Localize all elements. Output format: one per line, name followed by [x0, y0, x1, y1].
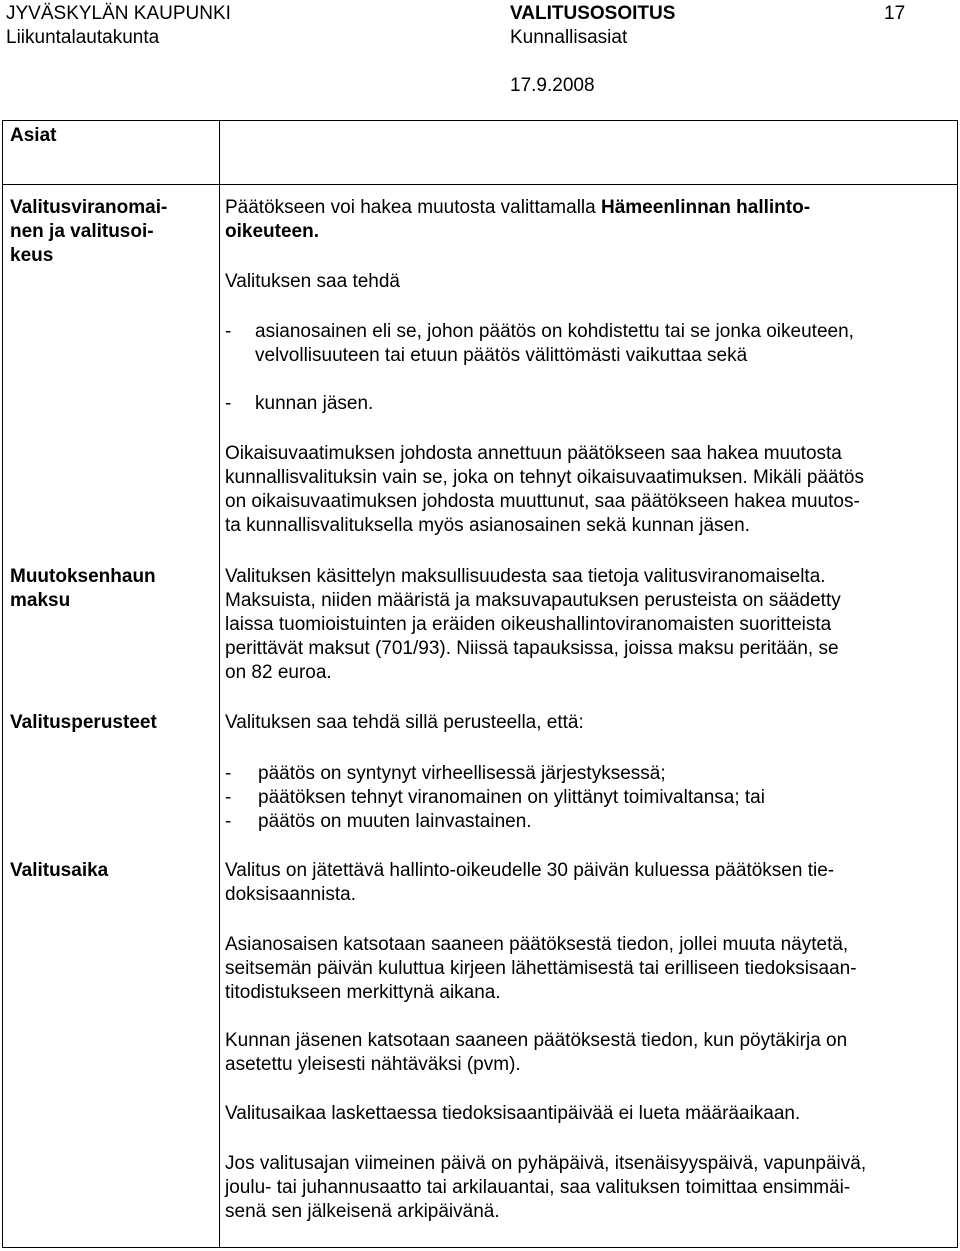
appellant-member-item: kunnan jäsen. [255, 393, 374, 414]
holiday-deadline-paragraph: Jos valitusajan viimeinen päivä on pyhäpäivä, itsenäisyyspäivä, vapunpäivä, joulu- tai juhannusaatto tai arkilauantai, saa valituksen toimittaa ensimmäi- senä sen jälkeisenä arkipäivänä. [225, 1153, 867, 1222]
section-label-valitusperusteet: Valitusperusteet [10, 712, 157, 733]
table-left-border [2, 120, 3, 1248]
organization-name: JYVÄSKYLÄN KAUPUNKI [6, 3, 231, 24]
deadline-calculation-paragraph: Valitusaikaa laskettaessa tiedoksisaantipäivää ei lueta määräaikaan. [225, 1103, 801, 1124]
table-bottom-border [2, 1247, 958, 1248]
document-subtitle: Kunnallisasiat [510, 27, 628, 48]
rectification-paragraph: Oikaisuvaatimuksen johdosta annettuun päätökseen saa hakea muutosta kunnallisvalituksin vain se, joka on tehnyt oikaisuvaatimuksen. Mikäli päätös on oikaisuvaatimuksen johdosta muuttunut, saa päätökseen hakea muutos- ta kunnallisvalituksella myös asianosainen sekä kunnan jäsen. [225, 443, 864, 536]
appellant-party-item: asianosainen eli se, johon päätös on kohdistettu tai se jonka oikeuteen, velvollisuuteen tai etuun päätös välittömästi vaikuttaa sekä [255, 321, 854, 366]
table-right-border [957, 120, 958, 1248]
section-label-maksu: Muutoksenhaun maksu [10, 566, 156, 611]
list-dash: - [225, 393, 232, 414]
member-notification-paragraph: Kunnan jäsenen katsotaan saaneen päätöksestä tiedon, kun pöytäkirja on asetettu yleisesti nähtäväksi (pvm). [225, 1030, 848, 1075]
party-notification-paragraph: Asianosaisen katsotaan saaneen päätöksestä tiedon, jollei muuta näytetä, seitsemän päivän kuluttua kirjeen lähettämisestä tai erilliseen tiedoksisaan- titodistukseen merkittynä aikana. [225, 934, 857, 1003]
appeal-ground-item: päätös on muuten lainvastainen. [258, 811, 532, 832]
table-top-border [2, 120, 958, 121]
page-number: 17 [884, 3, 906, 24]
department-name: Liikuntalautakunta [6, 27, 160, 48]
who-may-appeal-intro: Valituksen saa tehdä [225, 271, 400, 292]
appeal-ground-item: päätöksen tehnyt viranomainen on ylittänyt toimivaltansa; tai [258, 787, 765, 808]
document-date: 17.9.2008 [510, 75, 595, 96]
list-dash: - [225, 811, 232, 832]
appeal-grounds-intro: Valituksen saa tehdä sillä perusteella, että: [225, 712, 584, 733]
section-label-valitusviranomainen: Valitusviranomai- nen ja valitusoi- keus [10, 197, 168, 266]
appeal-authority-text [225, 196, 945, 244]
list-dash: - [225, 321, 232, 342]
table-row-divider [2, 184, 958, 185]
list-dash: - [225, 763, 232, 784]
document-title: VALITUSOSOITUS [510, 3, 676, 24]
section-label-asiat: Asiat [10, 125, 57, 146]
appeal-period-paragraph: Valitus on jätettävä hallinto-oikeudelle 30 päivän kuluessa päätöksen tie- doksisaannista. [225, 860, 835, 905]
table-column-divider [219, 120, 220, 1248]
appeal-authority-intro: Päätökseen voi hakea muutosta valittamalla [225, 197, 601, 218]
section-label-valitusaika: Valitusaika [10, 860, 109, 881]
appeal-fee-paragraph: Valituksen käsittelyn maksullisuudesta saa tietoja valitusviranomaiselta. Maksuista, niiden määristä ja maksuvapautuksen perusteista on säädetty laissa tuomioistuinten ja eräiden oikeushallintoviranomaisten suoritteista perittävät maksut (701/93). Niissä tapauksissa, joissa maksu peritään, se on 82 euroa. [225, 566, 841, 683]
appeal-ground-item: päätös on syntynyt virheellisessä järjestyksessä; [258, 763, 666, 784]
list-dash: - [225, 787, 232, 808]
appeal-court-name: Hämeenlinnan hallinto- oikeuteen. [225, 197, 811, 242]
